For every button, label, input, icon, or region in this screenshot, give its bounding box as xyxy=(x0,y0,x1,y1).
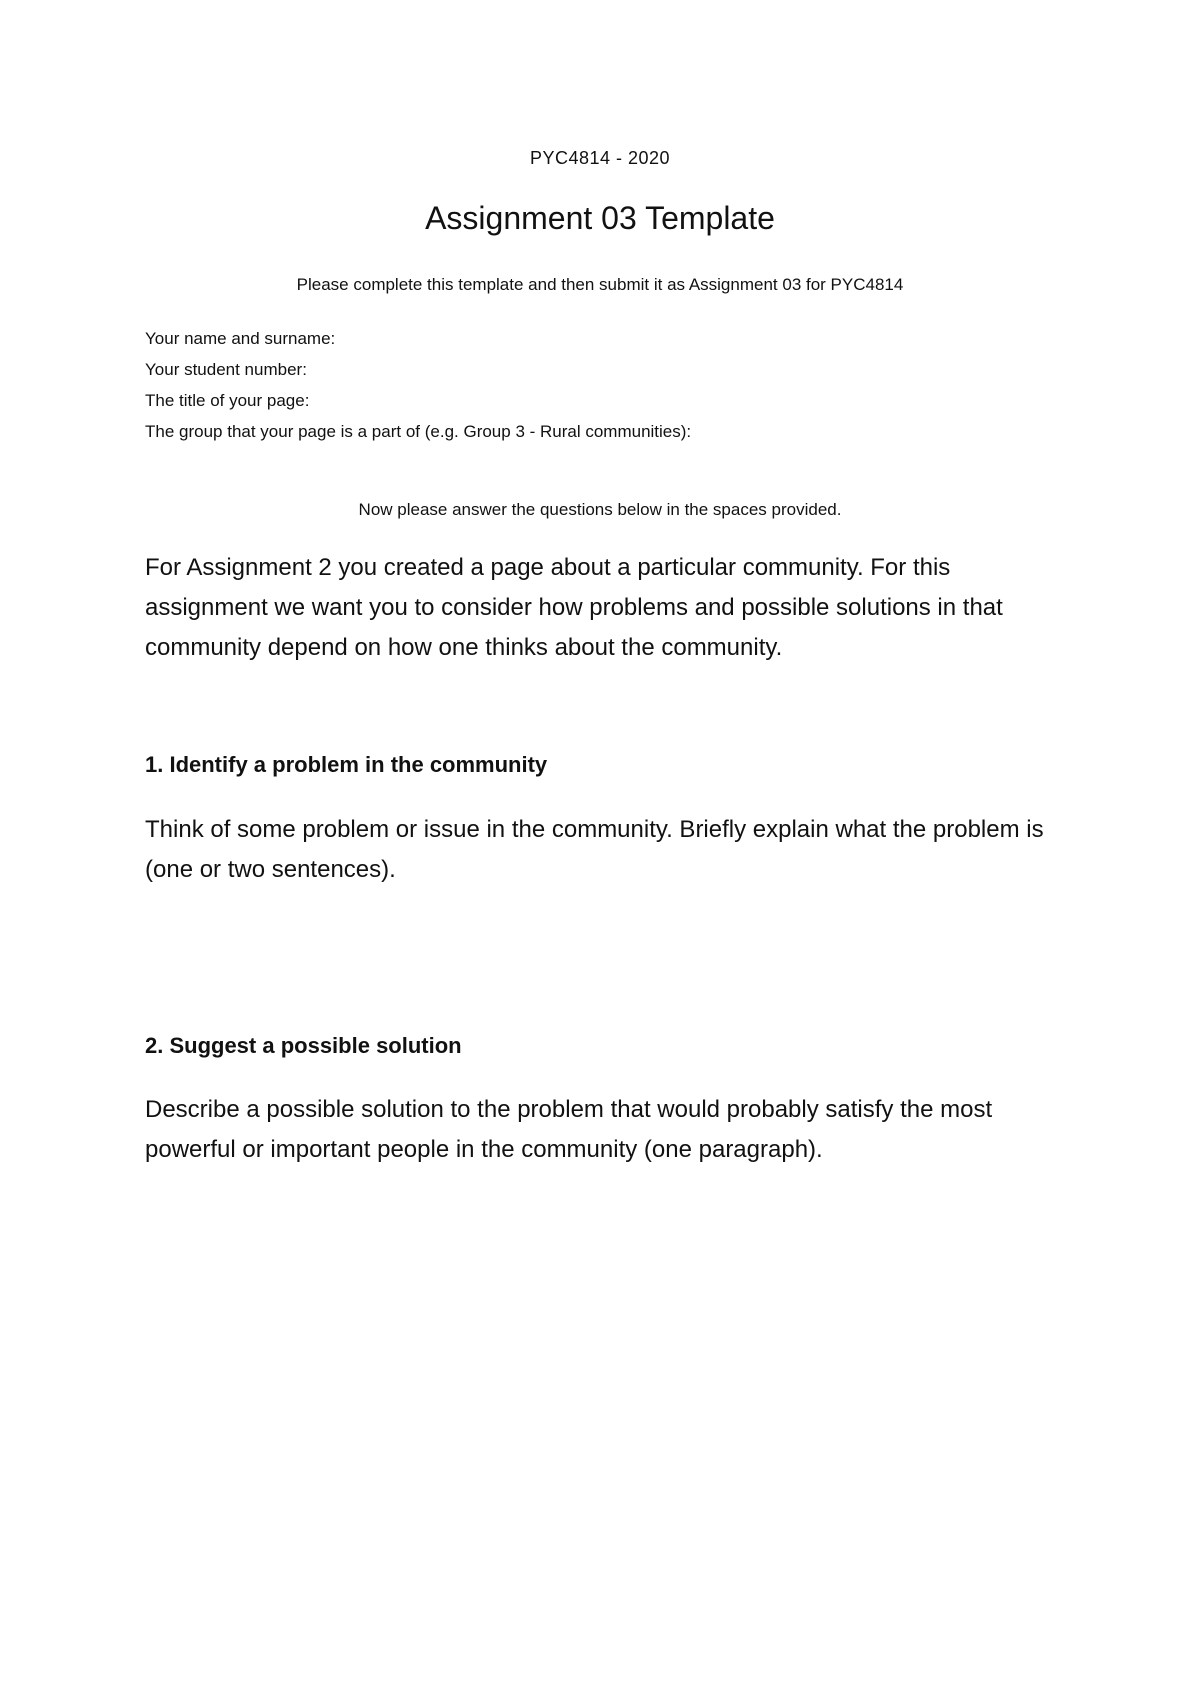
page-title-field-label: The title of your page: xyxy=(145,391,310,410)
section-heading-identify-problem: 1. Identify a problem in the community xyxy=(145,752,548,777)
name-field-label: Your name and surname: xyxy=(145,329,336,348)
course-code: PYC4814 - 2020 xyxy=(529,148,671,168)
section-heading-suggest-solution: 2. Suggest a possible solution xyxy=(145,1033,462,1058)
section-body-suggest-solution: Describe a possible solution to the problem that would probably satisfy the most powerful or important people in the community (one paragraph). xyxy=(145,1096,993,1163)
section-body-identify-problem: Think of some problem or issue in the community. Briefly explain what the problem is (one or two sentences). xyxy=(145,816,1044,883)
student-details-fields xyxy=(145,323,691,447)
intro-paragraph: For Assignment 2 you created a page about a particular community. For this assignment we want you to consider how problems and possible solutions in that community depend on how one thinks about the community. xyxy=(145,554,1003,661)
document-title: Assignment 03 Template xyxy=(425,200,775,236)
group-field-label: The group that your page is a part of (e.g. Group 3 - Rural communities): xyxy=(145,422,692,441)
submission-instruction: Please complete this template and then submit it as Assignment 03 for PYC4814 xyxy=(296,275,904,294)
answer-prompt: Now please answer the questions below in the spaces provided. xyxy=(358,500,842,519)
student-number-field-label: Your student number: xyxy=(145,360,307,379)
